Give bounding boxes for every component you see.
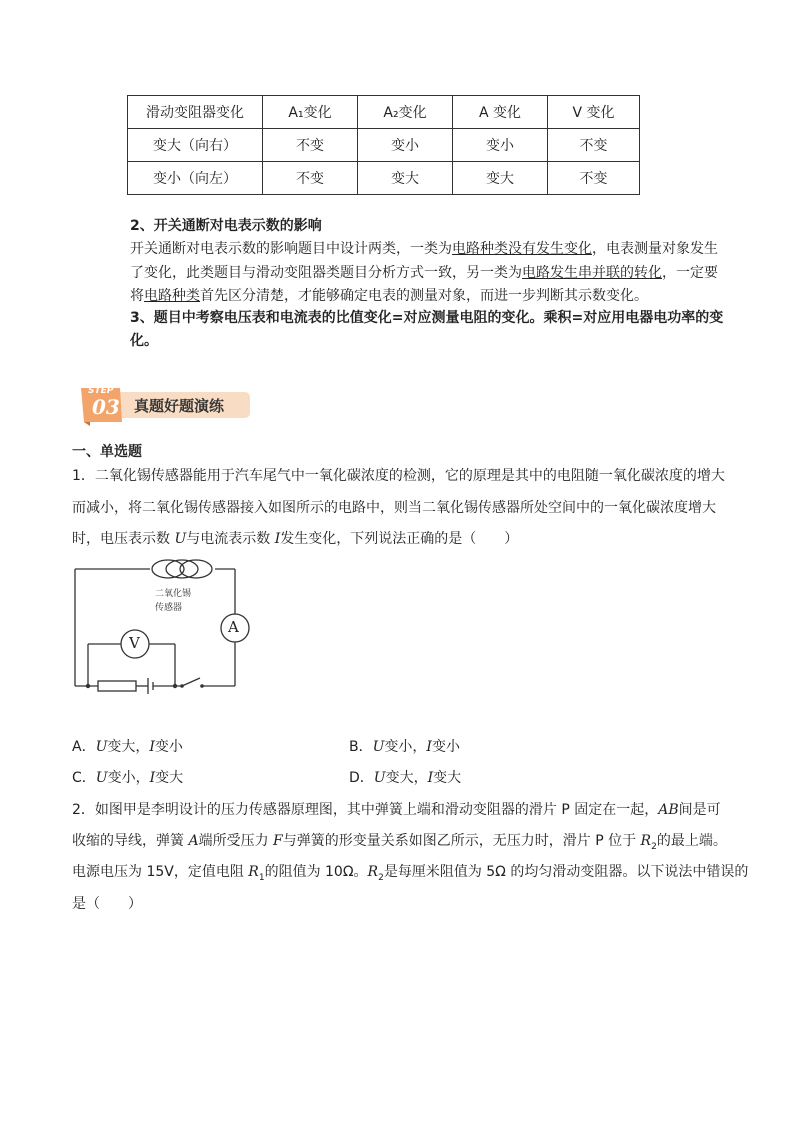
- sensor-label-1: 二氧化锡: [155, 589, 192, 599]
- table-cell: 变小: [453, 129, 548, 162]
- q2-line1: [72, 799, 721, 821]
- text: 与电流表示数: [186, 531, 275, 547]
- section2-title: 2、开关通断对电表示数的影响: [130, 218, 322, 234]
- underlined-text: 电路种类没有发生变化: [452, 241, 592, 257]
- option-letter: C．: [72, 770, 96, 786]
- table-header-cell: A₂变化: [358, 96, 453, 129]
- var-u: U: [95, 770, 108, 786]
- text: 的阻值为 10Ω。: [264, 864, 368, 880]
- subscript: 2: [378, 872, 384, 883]
- text: 是每厘米阻值为 5Ω 的均匀滑动变阻器。以下说法中错误的: [383, 864, 749, 880]
- text: 变大，: [385, 770, 428, 786]
- text: 变大: [155, 770, 184, 786]
- table-cell: 变小（向左）: [128, 162, 263, 195]
- var-u: U: [174, 531, 187, 547]
- q1-line3: [72, 528, 518, 550]
- voltmeter-label: V: [129, 634, 140, 652]
- underlined-text: 电路种类: [144, 288, 200, 304]
- text: ，一定要: [662, 265, 718, 281]
- q1-line1: 1．二氧化锡传感器能用于汽车尾气中一氧化碳浓度的检测，它的原理是其中的电阻随一氧化碳浓度的增大: [72, 468, 725, 484]
- text: 2．如图甲是李明设计的压力传感器原理图，其中弹簧上端和滑动变阻器的滑片 P 固定在一起，: [72, 802, 659, 818]
- option-letter: B．: [349, 739, 373, 755]
- step-label: STEP: [88, 386, 114, 396]
- q1-line2: 而减小，将二氧化锡传感器接入如图所示的电路中，则当二氧化锡传感器所处空间中的一氧化碳浓度增大: [72, 500, 716, 516]
- var-u: U: [95, 739, 108, 755]
- section2-line1: [130, 238, 718, 260]
- table-header-cell: A₁变化: [263, 96, 358, 129]
- option-b[interactable]: [349, 737, 460, 757]
- var-i: I: [427, 770, 434, 786]
- text: 时，电压表示数: [72, 531, 175, 547]
- table-header-row: [128, 96, 640, 129]
- table-header-cell: A 变化: [453, 96, 548, 129]
- option-d[interactable]: [349, 768, 461, 788]
- section2-line3: [130, 285, 648, 307]
- var-r: R: [640, 833, 652, 849]
- text: 变大: [433, 770, 462, 786]
- table-cell: 变大: [358, 162, 453, 195]
- var-a: A: [188, 833, 199, 849]
- subscript: 1: [258, 872, 265, 883]
- var-i: I: [149, 739, 155, 755]
- step-title: 真题好题演练: [134, 397, 225, 415]
- table-cell: 变大: [453, 162, 548, 195]
- var-i: I: [274, 531, 281, 547]
- text: 与弹簧的形变量关系如图乙所示，无压力时，滑片 P 位于: [282, 833, 641, 849]
- table-cell: 不变: [548, 162, 640, 195]
- text: 变小，: [384, 739, 427, 755]
- text: 将: [130, 288, 144, 304]
- section2-line2: [130, 262, 718, 284]
- comparison-table: [127, 95, 640, 195]
- text: 电源电压为 15V，定值电阻: [72, 864, 249, 880]
- table-cell: 不变: [263, 162, 358, 195]
- section-heading: 一、单选题: [72, 444, 142, 460]
- text: 间是可: [678, 802, 721, 818]
- table-cell: 变大（向右）: [128, 129, 263, 162]
- section3-line2: 化。: [130, 333, 158, 349]
- step-number: 03: [92, 395, 120, 419]
- table-header-cell: V 变化: [548, 96, 640, 129]
- text: 开关通断对电表示数的影响题目中设计两类，一类为: [130, 241, 452, 257]
- option-c[interactable]: [72, 768, 183, 788]
- var-i: I: [149, 770, 156, 786]
- table-header-cell: 滑动变阻器变化: [128, 96, 263, 129]
- option-letter: D．: [349, 770, 374, 786]
- text: 首先区分清楚，才能够确定电表的测量对象，而进一步判断其示数变化。: [200, 288, 648, 304]
- var-u: U: [373, 770, 386, 786]
- text: 变小，: [107, 770, 150, 786]
- text: 端所受压力: [198, 833, 274, 849]
- var-ab: AB: [658, 802, 679, 818]
- option-letter: A．: [72, 739, 96, 755]
- underlined-text: 电路发生串并联的转化: [522, 265, 662, 281]
- circuit-diagram: [70, 556, 260, 696]
- table-cell: 变小: [358, 129, 453, 162]
- q2-line3: [72, 861, 748, 889]
- var-i: I: [426, 739, 432, 755]
- text: 变小: [154, 739, 183, 755]
- table-cell: 不变: [263, 129, 358, 162]
- table-row: [128, 129, 640, 162]
- q2-line4: 是（ ）: [72, 896, 142, 912]
- table-cell: 不变: [548, 129, 640, 162]
- subscript: 2: [651, 841, 657, 852]
- option-a[interactable]: [72, 737, 183, 757]
- ammeter-label: A: [228, 618, 239, 636]
- text: 发生变化，下列说法正确的是（ ）: [280, 531, 519, 547]
- var-u: U: [372, 739, 385, 755]
- text: 了变化，此类题目与滑动变阻器类题目分析方式一致，另一类为: [130, 265, 522, 281]
- text: 的最上端。: [656, 833, 727, 849]
- text: 收缩的导线，弹簧: [72, 833, 189, 849]
- sensor-label-2: 传感器: [155, 603, 183, 613]
- var-r1: R: [248, 864, 259, 880]
- step-badge: [78, 384, 253, 426]
- table-row: [128, 162, 640, 195]
- text: 变大，: [107, 739, 150, 755]
- section3-line1: 3、题目中考察电压表和电流表的比值变化=对应测量电阻的变化。乘积=对应用电器电功率的变: [130, 310, 724, 326]
- var-f: F: [273, 833, 283, 849]
- q2-line2: [72, 830, 727, 858]
- text: 变小: [431, 739, 460, 755]
- text: ，电表测量对象发生: [592, 241, 718, 257]
- var-r2: R: [367, 864, 379, 880]
